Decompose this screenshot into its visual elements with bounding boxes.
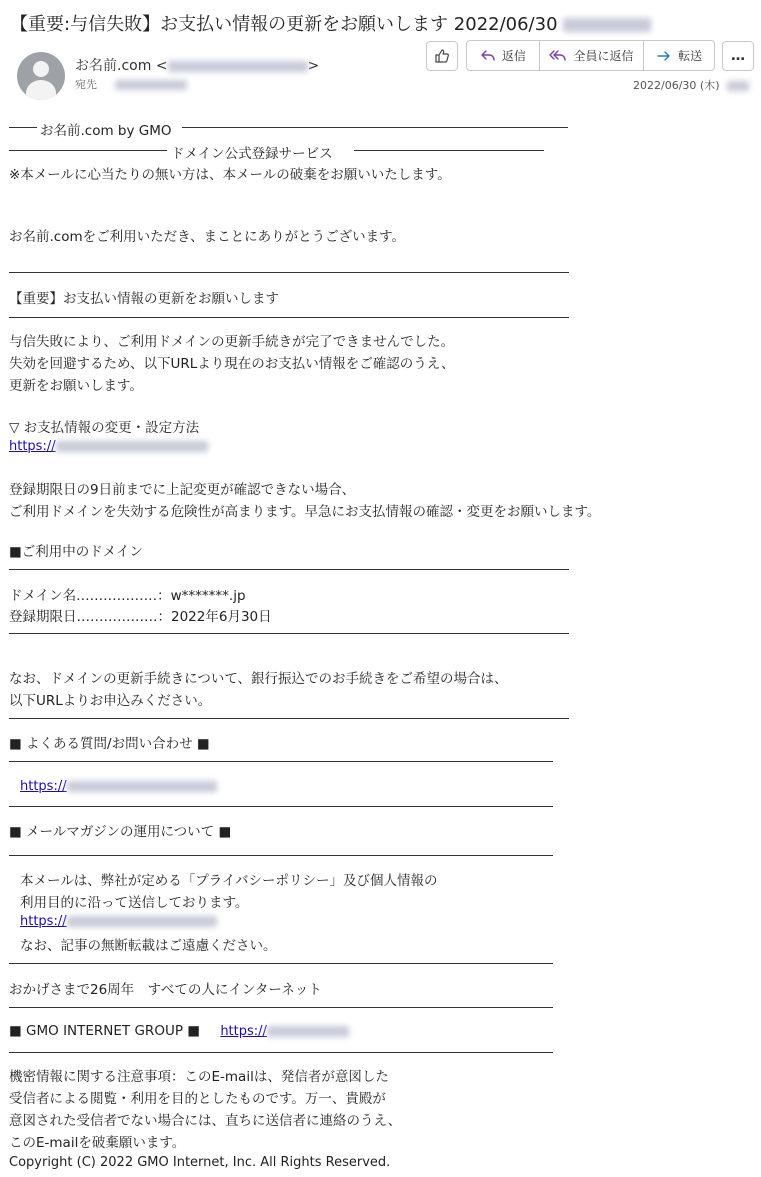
domain-name-row: ドメイン名………………：w*******.jp <box>9 588 246 604</box>
warning-para-line: 登録期限日の9日前までに上記変更が確認できない場合、 <box>9 482 356 498</box>
bank-note-line: 以下URLよりお申込みください。 <box>9 693 212 709</box>
confidential-line: 受信者による閲覧・利用を目的としたものです。万一、貴殿が <box>9 1091 386 1107</box>
failure-para-line: 失効を回避するため、以下URLより現在のお支払い情報をご確認のうえ、 <box>9 356 455 372</box>
divider <box>9 569 569 570</box>
redacted-sender-address <box>168 61 308 72</box>
brand-line: お名前.com by GMO <box>40 123 172 139</box>
expiry-row: 登録期限日………………：2022年6月30日 <box>9 609 272 625</box>
disclaimer-text: ※本メールに心当たりの無い方は、本メールの破棄をお願いいたします。 <box>9 167 451 183</box>
divider <box>354 150 544 151</box>
payment-change-heading: ▽ お支払情報の変更・設定方法 <box>9 420 200 436</box>
forward-arrow-icon <box>656 49 672 63</box>
redacted-url <box>267 1026 349 1037</box>
warning-para-line: ご利用ドメインを失効する危険性が高まります。早急にお支払情報の確認・変更をお願いします。 <box>9 504 601 520</box>
reply-all-button[interactable]: 全員に返信 <box>540 41 644 70</box>
divider <box>9 272 569 273</box>
domain-name-value: w*******.jp <box>170 588 246 604</box>
confidential-line: このE-mailを破棄願います。 <box>9 1135 186 1151</box>
to-label: 宛先 <box>75 78 97 91</box>
avatar-head <box>33 61 49 77</box>
confidential-line: 意図された受信者でない場合には、直ちに送信者に連絡のうえ、 <box>9 1113 402 1129</box>
expiry-value: 2022年6月30日 <box>171 609 272 625</box>
anniversary-text: おかげさまで26周年 すべての人にインターネット <box>9 982 322 998</box>
service-line: ドメイン公式登録サービス <box>171 146 333 162</box>
divider <box>9 718 569 719</box>
thumbs-up-icon <box>434 48 450 64</box>
copyright-text: Copyright (C) 2022 GMO Internet, Inc. All Rights Reserved. <box>9 1155 391 1170</box>
faq-title: ■ よくある質問/お問い合わせ ■ <box>9 736 210 752</box>
more-icon: … <box>731 48 745 64</box>
mailmag-line: 利用目的に沿って送信しております。 <box>20 895 249 911</box>
redacted-url <box>56 441 208 452</box>
forward-button[interactable]: 転送 <box>644 41 714 70</box>
like-button[interactable] <box>426 41 458 71</box>
email-date: 2022/06/30 (木) <box>633 77 749 93</box>
privacy-link[interactable]: https:// <box>20 914 217 929</box>
reply-button[interactable]: 返信 <box>467 41 540 70</box>
divider <box>9 633 569 634</box>
sender-name: お名前.com <box>75 58 152 74</box>
failure-para-line: 更新をお願いします。 <box>9 378 143 394</box>
failure-para-line: 与信失敗により、ご利用ドメインの更新手続きが完了できませんでした。 <box>9 334 455 350</box>
divider <box>9 127 37 128</box>
reply-actions-group <box>466 40 715 71</box>
gmo-group-link[interactable]: https:// <box>220 1024 349 1039</box>
redacted-time <box>563 18 651 32</box>
confidential-line: 機密情報に関する注意事項：このE-mailは、発信者が意図した <box>9 1069 389 1085</box>
domain-section-title: ■ご利用中のドメイン <box>9 544 143 560</box>
email-subject <box>10 10 651 36</box>
divider <box>182 127 568 128</box>
bank-note-line: なお、ドメインの更新手続きについて、銀行振込でのお手続きをご希望の場合は、 <box>9 671 508 687</box>
divider <box>9 1052 553 1053</box>
greeting-text: お名前.comをご利用いただき、まことにありがとうございます。 <box>9 229 406 245</box>
divider <box>9 761 553 762</box>
divider <box>9 150 167 151</box>
mailmag-title: ■ メールマガジンの運用について ■ <box>9 824 232 840</box>
reply-icon <box>480 49 496 63</box>
gmo-group-line: ■ GMO INTERNET GROUP ■ https:// <box>9 1023 349 1039</box>
mailmag-line: 本メールは、弊社が定める「プライバシーポリシー」及び個人情報の <box>20 873 438 889</box>
divider <box>9 806 553 807</box>
important-title: 【重要】お支払い情報の更新をお願いします <box>9 291 279 307</box>
divider <box>9 855 553 856</box>
avatar-body <box>26 80 56 100</box>
divider <box>9 1007 553 1008</box>
recipient-line <box>75 76 187 92</box>
redacted-url <box>67 916 217 927</box>
redacted-date-time <box>727 81 749 91</box>
divider <box>9 963 553 964</box>
divider <box>9 317 569 318</box>
more-actions-button[interactable] <box>722 41 754 71</box>
sender-avatar[interactable] <box>17 52 65 100</box>
redacted-url <box>67 781 217 792</box>
payment-change-link[interactable]: https:// <box>9 439 208 454</box>
subject-text: 【重要:与信失敗】お支払い情報の更新をお願いします 2022/06/30 <box>10 14 558 35</box>
faq-link[interactable]: https:// <box>20 779 217 794</box>
redacted-recipient <box>115 80 187 90</box>
reply-all-icon <box>549 49 567 63</box>
no-reprint-text: なお、記事の無断転載はご遠慮ください。 <box>20 938 277 954</box>
sender-line[interactable]: お名前.com < > <box>75 58 320 74</box>
